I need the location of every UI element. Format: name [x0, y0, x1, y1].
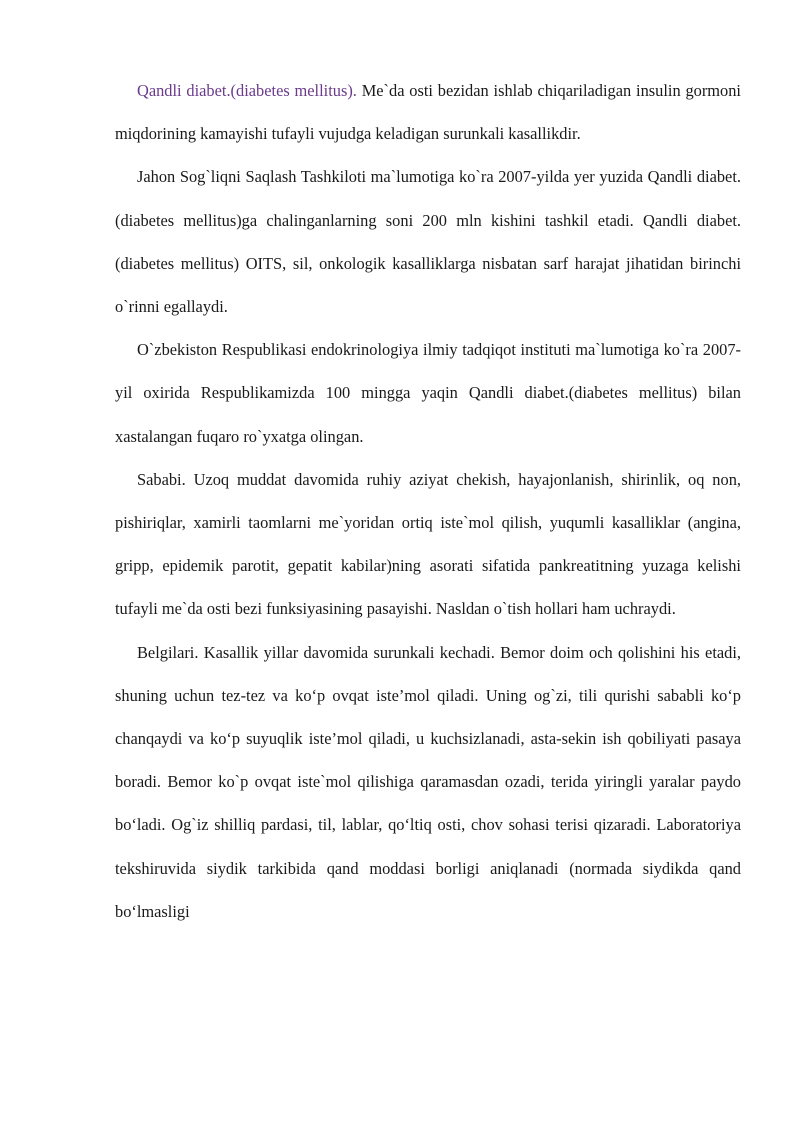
paragraph-text: Me`da osti bezidan ishlab chiqariladigan insulin gormoni miqdorining kamayishi tufayli vujudga keladigan surunkali kasallikdir.	[115, 81, 741, 144]
paragraph-statistics-who: Jahon Sog`liqni Saqlash Tashkiloti ma`lumotiga ko`ra 2007-yilda yer yuzida Qandli diabet.(diabetes mellitus)ga chalinganlarning soni 200 mln kishini tashkil etadi. Qandli diabet.(diabetes mellitus) OITS, sil, onkologik kasalliklarga nisbatan sarf harajat jihatidan birinchi o`rinni egallaydi.	[115, 167, 741, 317]
term-heading: Qandli diabet.(diabetes mellitus).	[137, 81, 357, 100]
paragraph-definition	[115, 69, 741, 155]
paragraph-causes: Sababi. Uzoq muddat davomida ruhiy aziyat chekish, hayajonlanish, shirinlik, oq non, pishiriqlar, xamirli taomlarni me`yoridan ortiq iste`mol qilish, yuqumli kasalliklar (angina, gripp, epidemik parotit, gepatit kabilar)ning asorati sifatida pankreatitning yuzaga kelishi tufayli me`da osti bezi funksiyasining pasayishi. Nasldan o`tish hollari ham uchraydi.	[115, 469, 741, 619]
paragraph-symptoms: Belgilari. Kasallik yillar davomida surunkali kechadi. Bemor doim och qolishini his etadi, shuning uchun tez-tez va ko‘p ovqat iste’mol qiladi. Uning og`zi, tili qurishi sababli ko‘p chanqaydi va ko‘p suyuqlik iste’mol qiladi, u kuchsizlanadi, asta-sekin ish qobiliyati pasaya boradi. Bemor ko`p ovqat iste`mol qilishiga qaramasdan ozadi, terida yiringli yaralar paydo bo‘ladi. Og`iz shilliq pardasi, til, lablar, qo‘ltiq osti, chov sohasi terisi qizaradi. Laboratoriya tekshiruvida siydik tarkibida qand moddasi borligi aniqlanadi (normada siydikda qand bo‘lmasligi	[115, 642, 741, 921]
paragraph-statistics-uzbekistan: O`zbekiston Respublikasi endokrinologiya ilmiy tadqiqot instituti ma`lumotiga ko`ra 2007-yil oxirida Respublikamizda 100 mingga yaqin Qandli diabet.(diabetes mellitus) bilan xastalangan fuqaro ro`yxatga olingan.	[115, 340, 741, 446]
document-body	[115, 69, 741, 933]
